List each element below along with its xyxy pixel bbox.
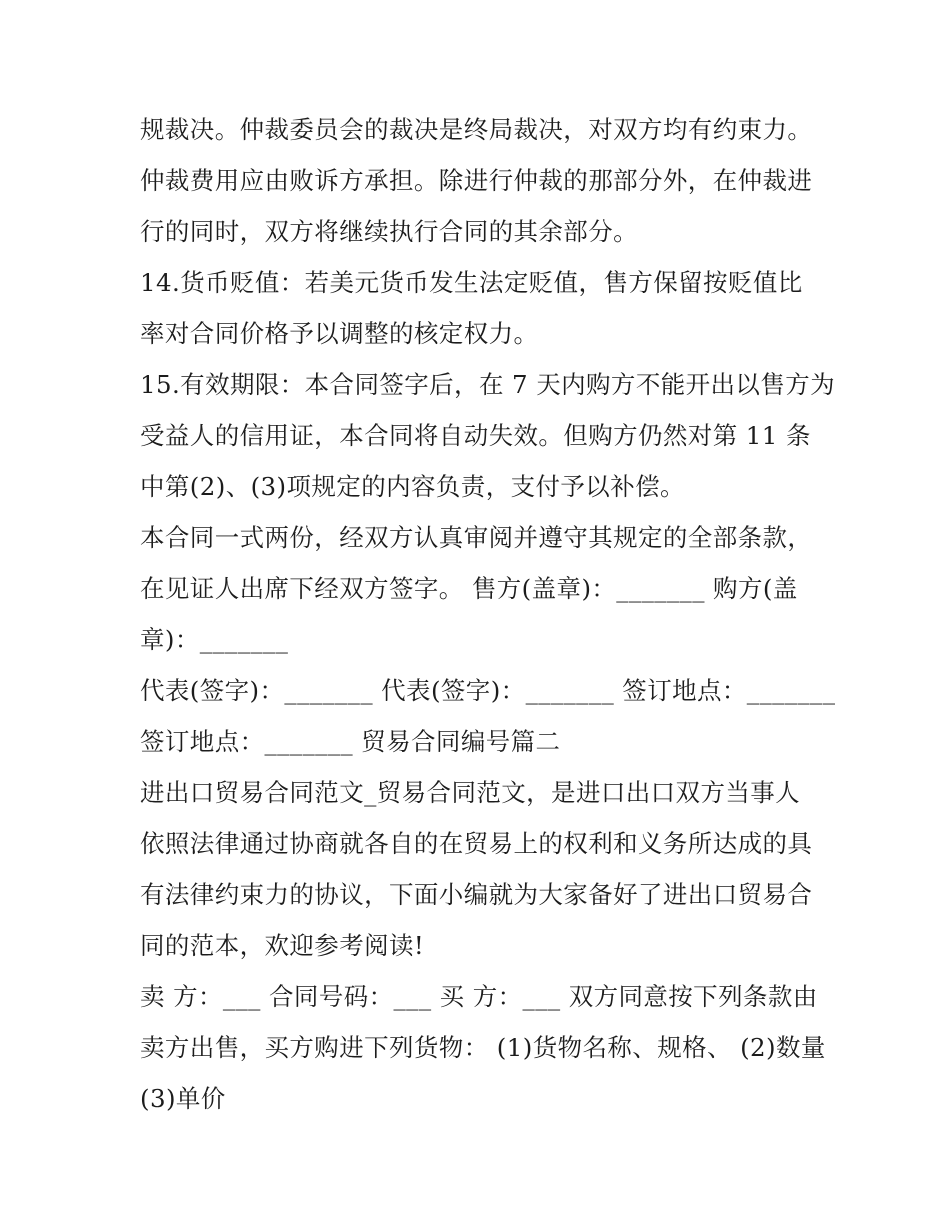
text-line: 中第(2)、(3)项规定的内容负责，支付予以补偿。	[140, 472, 685, 501]
text-line: 签订地点：_______ 贸易合同编号篇二	[140, 727, 561, 756]
text-line: 15.有效期限：本合同签字后，在 7 天内购方不能开出以售方为	[140, 370, 836, 399]
text-line: 有法律约束力的协议，下面小编就为大家备好了进出口贸易合	[140, 880, 813, 909]
text-line: 进出口贸易合同范文_贸易合同范文，是进口出口双方当事人	[140, 778, 801, 807]
text-line: 受益人的信用证，本合同将自动失效。但购方仍然对第 11 条	[140, 421, 811, 450]
text-line: 代表(签字)：_______ 代表(签字)：_______ 签订地点：_______	[140, 676, 836, 705]
text-line: 依照法律通过协商就各自的在贸易上的权利和义务所达成的具	[140, 829, 813, 858]
text-line: 卖方出售，买方购进下列货物： (1)货物名称、规格、 (2)数量	[140, 1033, 826, 1062]
text-line: 14.货币贬值：若美元货币发生法定贬值，售方保留按贬值比	[140, 268, 803, 297]
text-line: 在见证人出席下经双方签字。 售方(盖章)：_______ 购方(盖	[140, 574, 798, 603]
text-line: 同的范本，欢迎参考阅读!	[140, 931, 425, 960]
document-body	[140, 104, 836, 1124]
text-line: 仲裁费用应由败诉方承担。除进行仲裁的那部分外，在仲裁进	[140, 166, 813, 195]
text-line: 卖 方：___ 合同号码：___ 买 方：___ 双方同意按下列条款由	[140, 982, 818, 1011]
text-line: 规裁决。仲裁委员会的裁决是终局裁决，对双方均有约束力。	[140, 115, 813, 144]
text-line: 本合同一式两份，经双方认真审阅并遵守其规定的全部条款，	[140, 523, 813, 552]
text-line: (3)单价	[140, 1084, 226, 1113]
text-line: 行的同时，双方将继续执行合同的其余部分。	[140, 217, 638, 246]
text-line: 章)：_______	[140, 625, 289, 654]
text-line: 率对合同价格予以调整的核定权力。	[140, 319, 539, 348]
